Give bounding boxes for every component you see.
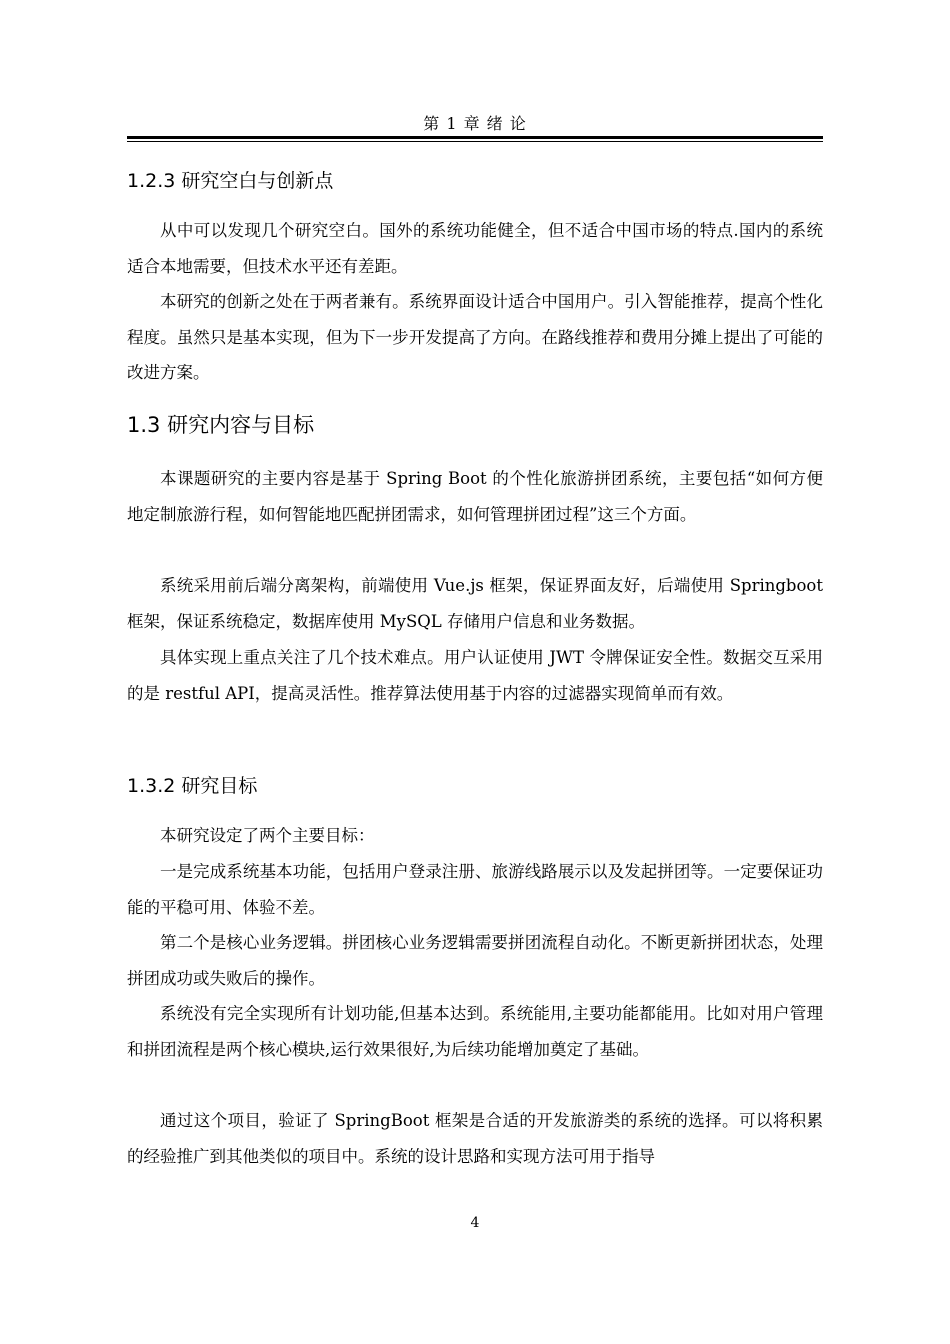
paragraph: 本研究的创新之处在于两者兼有。系统界面设计适合中国用户。引入智能推荐，提高个性化程度。虽然只是基本实现，但为下一步开发提高了方向。在路线推荐和费用分摊上提出了可能的改进方案。 bbox=[127, 292, 823, 382]
paragraph: 一是完成系统基本功能，包括用户登录注册、旅游线路展示以及发起拼团等。一定要保证功能的平稳可用、体验不差。 bbox=[127, 862, 823, 917]
page-number: 4 bbox=[470, 1215, 480, 1231]
paragraph: 系统采用前后端分离架构，前端使用 Vue.js 框架，保证界面友好，后端使用 Springboot 框架，保证系统稳定，数据库使用 MySQL 存储用户信息和业务数据。 bbox=[127, 576, 823, 631]
section-heading-1-2-3: 1.2.3 研究空白与创新点 bbox=[127, 170, 334, 192]
section-heading-1-3-2: 1.3.2 研究目标 bbox=[127, 775, 258, 797]
paragraph: 第二个是核心业务逻辑。拼团核心业务逻辑需要拼团流程自动化。不断更新拼团状态，处理拼团成功或失败后的操作。 bbox=[127, 933, 823, 988]
section-heading-1-3: 1.3 研究内容与目标 bbox=[127, 413, 315, 437]
paragraph: 本研究设定了两个主要目标： bbox=[160, 826, 375, 845]
paragraph: 具体实现上重点关注了几个技术难点。用户认证使用 JWT 令牌保证安全性。数据交互采用的是 restful API，提高灵活性。推荐算法使用基于内容的过滤器实现简单而有效。 bbox=[127, 648, 823, 703]
paragraph: 从中可以发现几个研究空白。国外的系统功能健全，但不适合中国市场的特点.国内的系统适合本地需要，但技术水平还有差距。 bbox=[127, 221, 823, 276]
header-rule-thick bbox=[127, 136, 823, 139]
header-rule-thin bbox=[127, 141, 823, 142]
paragraph: 本课题研究的主要内容是基于 Spring Boot 的个性化旅游拼团系统，主要包括“如何方便地定制旅游行程，如何智能地匹配拼团需求，如何管理拼团过程”这三个方面。 bbox=[127, 469, 823, 524]
paragraph: 通过这个项目，验证了 SpringBoot 框架是合适的开发旅游类的系统的选择。可以将积累的经验推广到其他类似的项目中。系统的设计思路和实现方法可用于指导 bbox=[127, 1111, 823, 1166]
paragraph: 系统没有完全实现所有计划功能,但基本达到。系统能用,主要功能都能用。比如对用户管理和拼团流程是两个核心模块,运行效果很好,为后续功能增加奠定了基础。 bbox=[127, 1004, 823, 1059]
running-header: 第 1 章 绪 论 bbox=[423, 114, 527, 133]
